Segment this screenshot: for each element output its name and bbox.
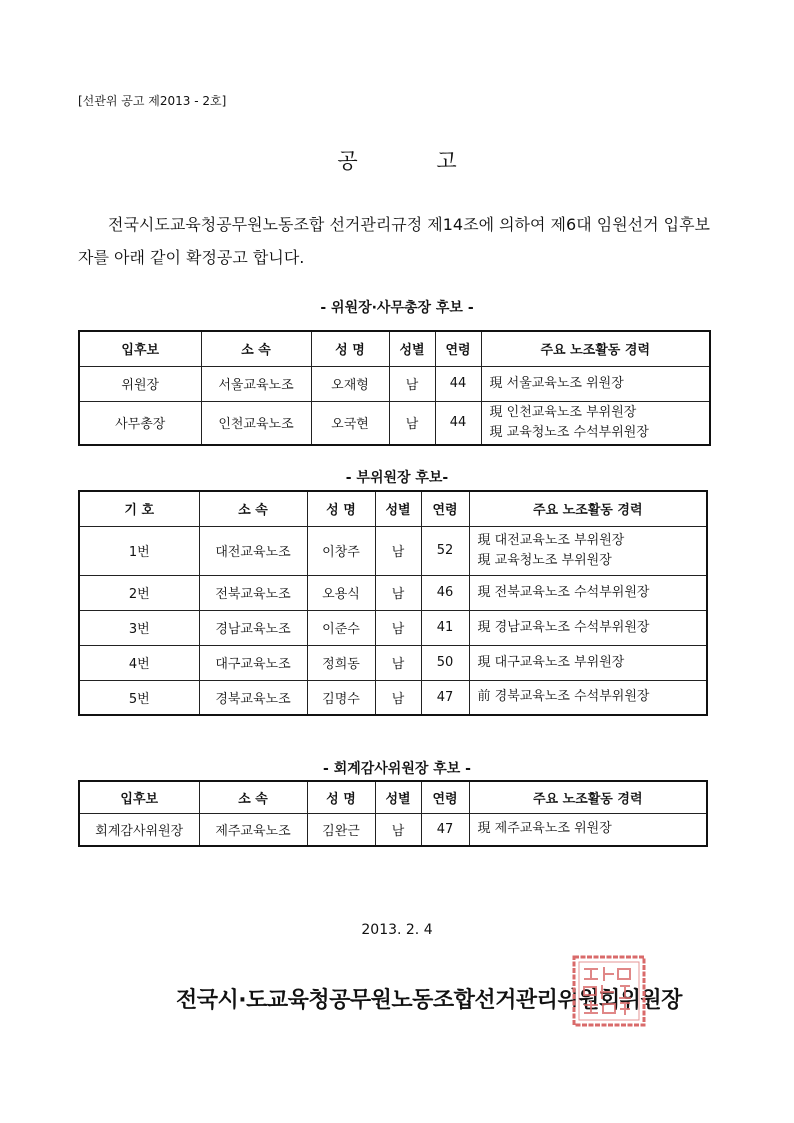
position-cell: 사무총장 <box>79 401 201 445</box>
gender-cell: 남 <box>375 575 421 610</box>
header-cell: 소 속 <box>199 781 307 813</box>
name-cell: 오용식 <box>307 575 375 610</box>
name-cell: 오국현 <box>311 401 389 445</box>
history-cell <box>469 575 707 610</box>
page-title: 공 고 <box>337 149 457 173</box>
history-cell <box>481 366 710 401</box>
candidate-table-vice-chair <box>78 490 708 716</box>
history-line: 現 전북교육노조 수석부위원장 <box>477 584 650 600</box>
history-line: 現 교육청노조 부위원장 <box>477 552 612 568</box>
table-row <box>79 813 707 846</box>
header-cell: 성별 <box>375 781 421 813</box>
header-cell: 주요 노조활동 경력 <box>469 491 707 526</box>
candidate-table-audit <box>78 780 708 847</box>
position-cell: 회계감사위원장 <box>79 813 199 846</box>
table-row <box>79 526 707 575</box>
header-cell: 성 명 <box>307 491 375 526</box>
name-cell: 정희동 <box>307 645 375 680</box>
history-line: 現 서울교육노조 위원장 <box>489 375 624 391</box>
candidate-table-chair <box>78 330 711 446</box>
header-cell: 연령 <box>421 491 469 526</box>
name-cell: 이창주 <box>307 526 375 575</box>
history-line: 現 경남교육노조 수석부위원장 <box>477 619 650 635</box>
table-header-row <box>79 491 707 526</box>
header-cell: 성 명 <box>311 331 389 366</box>
history-line: 現 제주교육노조 위원장 <box>477 821 612 837</box>
header-cell: 소 속 <box>201 331 311 366</box>
header-cell: 주요 노조활동 경력 <box>481 331 710 366</box>
gender-cell: 남 <box>375 645 421 680</box>
history-line: 現 교육청노조 수석부위원장 <box>489 424 649 440</box>
affiliation-cell: 대전교육노조 <box>199 526 307 575</box>
table-header-row <box>79 331 710 366</box>
signer-title: 전국시·도교육청공무원노동조합선거관리위원회위원장 <box>176 988 682 1013</box>
history-line: 現 대구교육노조 부위원장 <box>477 654 625 670</box>
age-cell: 47 <box>421 813 469 846</box>
number-cell: 3번 <box>79 610 199 645</box>
header-cell: 성별 <box>375 491 421 526</box>
age-cell: 50 <box>421 645 469 680</box>
age-cell: 41 <box>421 610 469 645</box>
number-cell: 5번 <box>79 680 199 715</box>
history-cell <box>469 680 707 715</box>
age-cell: 44 <box>435 366 481 401</box>
notice-date: 2013. 2. 4 <box>361 922 433 938</box>
header-cell: 소 속 <box>199 491 307 526</box>
header-cell: 연령 <box>435 331 481 366</box>
name-cell: 김명수 <box>307 680 375 715</box>
header-cell: 주요 노조활동 경력 <box>469 781 707 813</box>
affiliation-cell: 대구교육노조 <box>199 645 307 680</box>
table-row <box>79 645 707 680</box>
section-title-audit: - 회계감사위원장 후보 - <box>323 761 471 777</box>
affiliation-cell: 경북교육노조 <box>199 680 307 715</box>
age-cell: 52 <box>421 526 469 575</box>
age-cell: 44 <box>435 401 481 445</box>
number-cell: 4번 <box>79 645 199 680</box>
affiliation-cell: 인천교육노조 <box>201 401 311 445</box>
table-header-row <box>79 781 707 813</box>
official-seal-icon <box>572 955 646 1027</box>
name-cell: 김완근 <box>307 813 375 846</box>
gender-cell: 남 <box>389 366 435 401</box>
history-cell <box>469 526 707 575</box>
history-line: 現 대전교육노조 부위원장 <box>477 532 625 548</box>
notice-number: [선관위 공고 제2013 - 2호] <box>78 94 227 108</box>
name-cell: 오재형 <box>311 366 389 401</box>
history-line: 前 경북교육노조 수석부위원장 <box>477 689 650 705</box>
number-cell: 1번 <box>79 526 199 575</box>
history-cell <box>481 401 710 445</box>
history-line: 現 인천교육노조 부위원장 <box>489 404 637 420</box>
table-row <box>79 680 707 715</box>
affiliation-cell: 전북교육노조 <box>199 575 307 610</box>
affiliation-cell: 제주교육노조 <box>199 813 307 846</box>
table-row <box>79 575 707 610</box>
gender-cell: 남 <box>375 680 421 715</box>
header-cell: 입후보 <box>79 781 199 813</box>
section-title-chair: - 위원장·사무총장 후보 - <box>320 300 474 316</box>
history-cell <box>469 610 707 645</box>
history-cell <box>469 813 707 846</box>
header-cell: 성별 <box>389 331 435 366</box>
header-cell: 기 호 <box>79 491 199 526</box>
position-cell: 위원장 <box>79 366 201 401</box>
age-cell: 46 <box>421 575 469 610</box>
intro-paragraph: 전국시도교육청공무원노동조합 선거관리규정 제14조에 의하여 제6대 임원선거 입후보자를 아래 같이 확정공고 합니다. <box>78 215 711 267</box>
table-row <box>79 401 710 445</box>
header-cell: 연령 <box>421 781 469 813</box>
affiliation-cell: 경남교육노조 <box>199 610 307 645</box>
gender-cell: 남 <box>375 526 421 575</box>
age-cell: 47 <box>421 680 469 715</box>
name-cell: 이준수 <box>307 610 375 645</box>
affiliation-cell: 서울교육노조 <box>201 366 311 401</box>
table-row <box>79 366 710 401</box>
header-cell: 입후보 <box>79 331 201 366</box>
header-cell: 성 명 <box>307 781 375 813</box>
section-title-vice-chair: - 부위원장 후보- <box>345 470 449 486</box>
table-row <box>79 610 707 645</box>
gender-cell: 남 <box>375 813 421 846</box>
gender-cell: 남 <box>375 610 421 645</box>
history-cell <box>469 645 707 680</box>
gender-cell: 남 <box>389 401 435 445</box>
number-cell: 2번 <box>79 575 199 610</box>
